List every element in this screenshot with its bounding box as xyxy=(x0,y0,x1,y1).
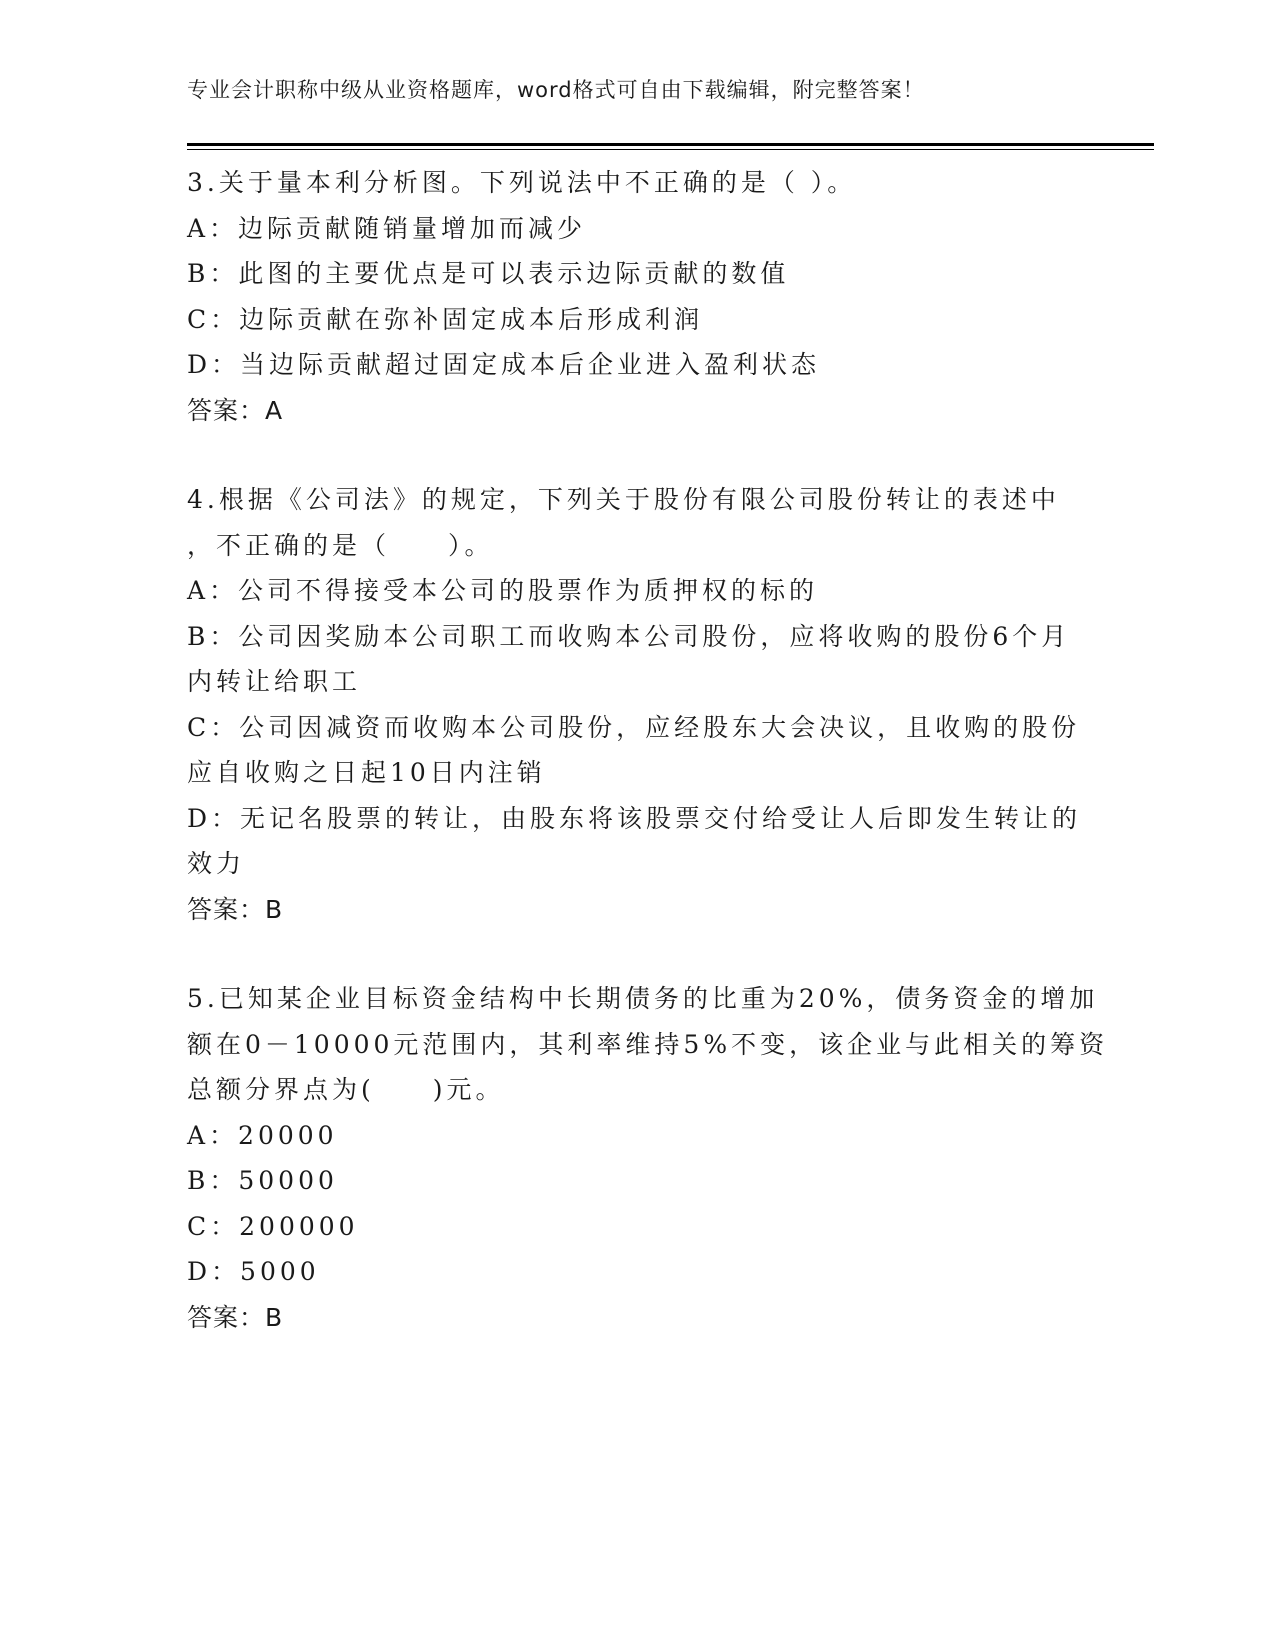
question-stem: 3.关于量本利分析图。下列说法中不正确的是（ ）。 xyxy=(187,168,857,197)
option-b: B：公司因奖励本公司职工而收购本公司股份，应将收购的股份6个月 xyxy=(187,621,1071,651)
option-d: D：当边际贡献超过固定成本后企业进入盈利状态 xyxy=(187,350,821,379)
option-c-continued: 应自收购之日起10日内注销 xyxy=(187,758,546,787)
option-d: D：无记名股票的转让，由股东将该股票交付给受让人后即发生转让的 xyxy=(187,803,1082,833)
option-c: C：边际贡献在弥补固定成本后形成利润 xyxy=(187,304,704,334)
option-c: C：公司因减资而收购本公司股份，应经股东大会决议，且收购的股份 xyxy=(187,712,1081,742)
page-header: 专业会计职称中级从业资格题库，word格式可自由下载编辑，附完整答案！ xyxy=(187,78,925,102)
option-d: D：5000 xyxy=(187,1257,320,1286)
header-rule-thick xyxy=(187,143,1154,146)
answer-line: 答案：B xyxy=(187,1302,284,1332)
option-a: A：20000 xyxy=(187,1120,338,1150)
option-a: A：边际贡献随销量增加而减少 xyxy=(187,213,587,243)
option-b: B：50000 xyxy=(187,1166,338,1195)
question-3 xyxy=(187,160,1087,433)
option-b-continued: 内转让给职工 xyxy=(187,667,362,696)
question-stem-continued: 总额分界点为( )元。 xyxy=(187,1075,505,1104)
option-a: A：公司不得接受本公司的股票作为质押权的标的 xyxy=(187,576,819,605)
answer-line: 答案：A xyxy=(187,395,284,425)
question-5 xyxy=(187,976,1109,1340)
option-c: C：200000 xyxy=(187,1211,359,1241)
header-rule-thin xyxy=(187,149,1154,150)
option-d-continued: 效力 xyxy=(187,849,246,878)
answer-line: 答案：B xyxy=(187,894,284,924)
question-stem-continued: ，不正确的是（ ）。 xyxy=(187,530,494,560)
question-list xyxy=(187,160,1109,1384)
option-b: B：此图的主要优点是可以表示边际贡献的数值 xyxy=(187,259,790,288)
question-stem: 4.根据《公司法》的规定，下列关于股份有限公司股份转让的表述中 xyxy=(187,485,1060,514)
question-stem-continued: 额在0－10000元范围内，其利率维持5%不变，该企业与此相关的筹资 xyxy=(187,1029,1109,1059)
question-4 xyxy=(187,477,1087,932)
question-stem: 5.已知某企业目标资金结构中长期债务的比重为20%，债务资金的增加 xyxy=(187,984,1099,1013)
